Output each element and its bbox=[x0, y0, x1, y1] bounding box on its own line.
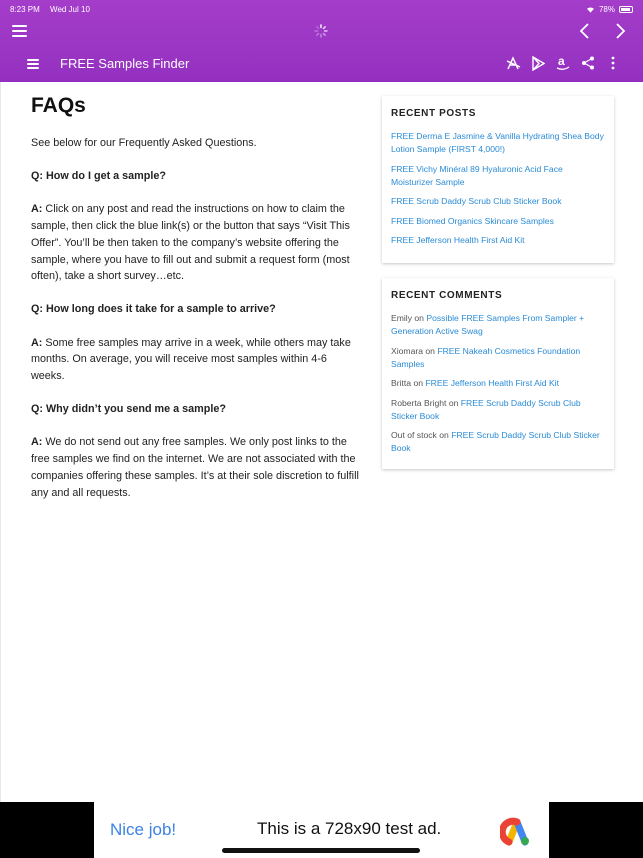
comment-post-link[interactable]: FREE Jefferson Health First Aid Kit bbox=[425, 378, 559, 388]
list-item bbox=[391, 345, 604, 371]
more-icon[interactable] bbox=[605, 54, 621, 72]
comment-post-link[interactable]: FREE Nakeah Cosmetics Foundation Samples bbox=[391, 345, 581, 369]
ad-nice-job-text: Nice job! bbox=[110, 820, 177, 839]
page-intro: See below for our Frequently Asked Questions. bbox=[31, 137, 257, 149]
font-icon[interactable] bbox=[505, 54, 521, 72]
list-item bbox=[391, 195, 604, 208]
list-item bbox=[391, 397, 604, 423]
wifi-icon bbox=[586, 6, 595, 13]
list-item bbox=[391, 130, 604, 156]
ad-message: This is a 728x90 test ad. bbox=[257, 819, 442, 838]
status-time: 8:23 PM bbox=[10, 4, 40, 14]
answer-text: Some free samples may arrive in a week, while others may take months. On average, you will receive most samples within 4-6 weeks. bbox=[31, 336, 351, 383]
on-word: on bbox=[448, 397, 459, 408]
recent-comments-widget bbox=[382, 278, 614, 469]
on-word: on bbox=[439, 430, 449, 440]
adsense-logo-icon bbox=[500, 814, 534, 848]
recent-post-link[interactable]: FREE Vichy Minéral 89 Hyaluronic Acid Face Moisturizer Sample bbox=[391, 163, 563, 187]
toolbar-icons bbox=[505, 54, 621, 72]
top-bar bbox=[0, 0, 643, 82]
answer-label: A: bbox=[31, 436, 43, 449]
recent-post-link[interactable]: FREE Scrub Daddy Scrub Club Sticker Book bbox=[391, 196, 562, 206]
answer-label: A: bbox=[31, 336, 43, 349]
on-word: on bbox=[414, 313, 424, 323]
faq-question: Q: How long does it take for a sample to arrive? bbox=[31, 303, 276, 316]
comment-post-link[interactable]: Possible FREE Samples From Sampler + Generation Active Swag bbox=[391, 313, 585, 336]
recent-posts-heading: RECENT POSTS bbox=[391, 108, 476, 119]
comment-author: Roberta Bright bbox=[391, 397, 447, 408]
app-title: FREE Samples Finder bbox=[60, 56, 190, 71]
back-chevron-icon[interactable] bbox=[577, 21, 593, 41]
answer-text: Click on any post and read the instructions on how to claim the sample, then click the blue link(s) or the button that says “Visit This Offer”. You’ll be then taken to the company’s website offering the sample, where you have to fill out and submit a request form (most often), take a short survey…etc. bbox=[31, 203, 350, 283]
faq-answer bbox=[31, 201, 363, 285]
svg-text:a: a bbox=[558, 55, 565, 68]
content-area bbox=[0, 82, 643, 802]
app-menu-icon[interactable] bbox=[27, 59, 39, 69]
answer-label: A: bbox=[31, 203, 43, 216]
forward-chevron-icon[interactable] bbox=[612, 21, 628, 41]
recent-comments-heading: RECENT COMMENTS bbox=[391, 290, 503, 301]
status-date: Wed Jul 10 bbox=[50, 4, 90, 14]
list-item bbox=[391, 163, 604, 189]
faq-question: Q: How do I get a sample? bbox=[31, 170, 166, 183]
list-item bbox=[391, 215, 604, 228]
on-word: on bbox=[413, 378, 424, 388]
list-item bbox=[391, 429, 604, 455]
recent-post-link[interactable]: FREE Derma E Jasmine & Vanilla Hydrating Shea Body Lotion Sample (FIRST 4,000!) bbox=[391, 131, 604, 154]
answer-text: We do not send out any free samples. We only post links to the free samples we find on the internet. We are not associated with the companies offering these samples. It’s at their sole discretion to fulfill any and all requests. bbox=[31, 436, 359, 499]
recent-post-link[interactable]: FREE Jefferson Health First Aid Kit bbox=[391, 235, 525, 245]
list-item bbox=[391, 377, 604, 390]
share-icon[interactable] bbox=[580, 54, 596, 72]
browser-menu-icon[interactable] bbox=[12, 25, 27, 37]
comment-author: Britta bbox=[391, 378, 412, 388]
comment-author: Xiomara bbox=[391, 345, 423, 356]
amazon-icon[interactable] bbox=[555, 54, 571, 72]
comment-author: Out of stock bbox=[391, 430, 437, 440]
on-word: on bbox=[425, 345, 435, 356]
faq-question: Q: Why didn’t you send me a sample? bbox=[31, 403, 226, 416]
play-store-icon[interactable] bbox=[530, 54, 546, 72]
battery-icon bbox=[619, 6, 633, 13]
browser-toolbar bbox=[0, 18, 643, 44]
list-item bbox=[391, 234, 604, 247]
recent-posts-widget bbox=[382, 96, 614, 263]
loading-spinner-icon bbox=[314, 24, 328, 38]
list-item bbox=[391, 312, 604, 338]
faq-article bbox=[31, 94, 363, 518]
home-indicator bbox=[222, 848, 420, 853]
comment-author: Emily bbox=[391, 313, 413, 323]
comment-post-link[interactable]: FREE Scrub Daddy Scrub Club Sticker Book bbox=[391, 397, 581, 421]
battery-percent: 78% bbox=[598, 4, 615, 14]
faq-answer bbox=[31, 434, 363, 501]
recent-post-link[interactable]: FREE Biomed Organics Skincare Samples bbox=[391, 215, 554, 226]
status-bar bbox=[10, 3, 633, 15]
faq-answer bbox=[31, 335, 363, 385]
app-toolbar bbox=[0, 48, 643, 80]
comment-post-link[interactable]: FREE Scrub Daddy Scrub Club Sticker Book bbox=[391, 430, 600, 453]
page-title: FAQs bbox=[31, 94, 86, 117]
